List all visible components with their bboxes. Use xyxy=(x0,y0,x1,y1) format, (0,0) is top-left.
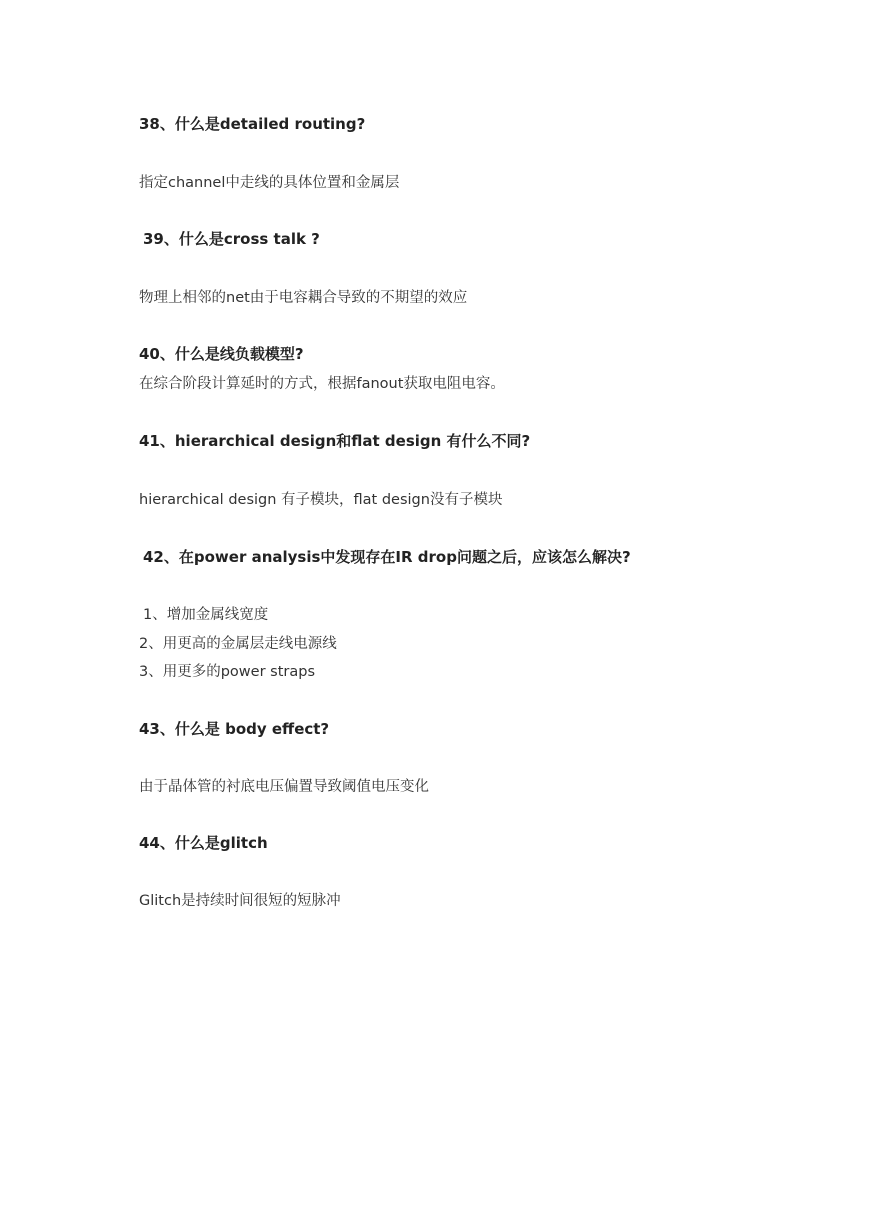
question-44: 44、什么是glitch xyxy=(139,834,268,852)
answer-39: 物理上相邻的net由于电容耦合导致的不期望的效应 xyxy=(139,290,468,306)
question-38: 38、什么是detailed routing? xyxy=(139,115,366,133)
question-43: 43、什么是 body effect? xyxy=(139,720,330,738)
answer-42-step-1: 1、增加金属线宽度 xyxy=(143,607,269,623)
answer-40: 在综合阶段计算延时的方式，根据fanout获取电阻电容。 xyxy=(139,376,505,392)
answer-43: 由于晶体管的衬底电压偏置导致阈值电压变化 xyxy=(139,779,429,795)
answer-42-step-2: 2、用更高的金属层走线电源线 xyxy=(139,636,337,652)
question-42: 42、在power analysis中发现存在IR drop问题之后，应该怎么解决? xyxy=(143,548,631,566)
question-41: 41、hierarchical design和flat design 有什么不同? xyxy=(139,432,531,450)
answer-38: 指定channel中走线的具体位置和金属层 xyxy=(139,175,400,191)
answer-44: Glitch是持续时间很短的短脉冲 xyxy=(139,893,341,909)
answer-42-step-3: 3、用更多的power straps xyxy=(139,664,315,680)
question-40: 40、什么是线负载模型? xyxy=(139,345,304,363)
answer-41: hierarchical design 有子模块，flat design没有子模块 xyxy=(139,492,503,508)
question-39: 39、什么是cross talk ? xyxy=(143,230,320,248)
